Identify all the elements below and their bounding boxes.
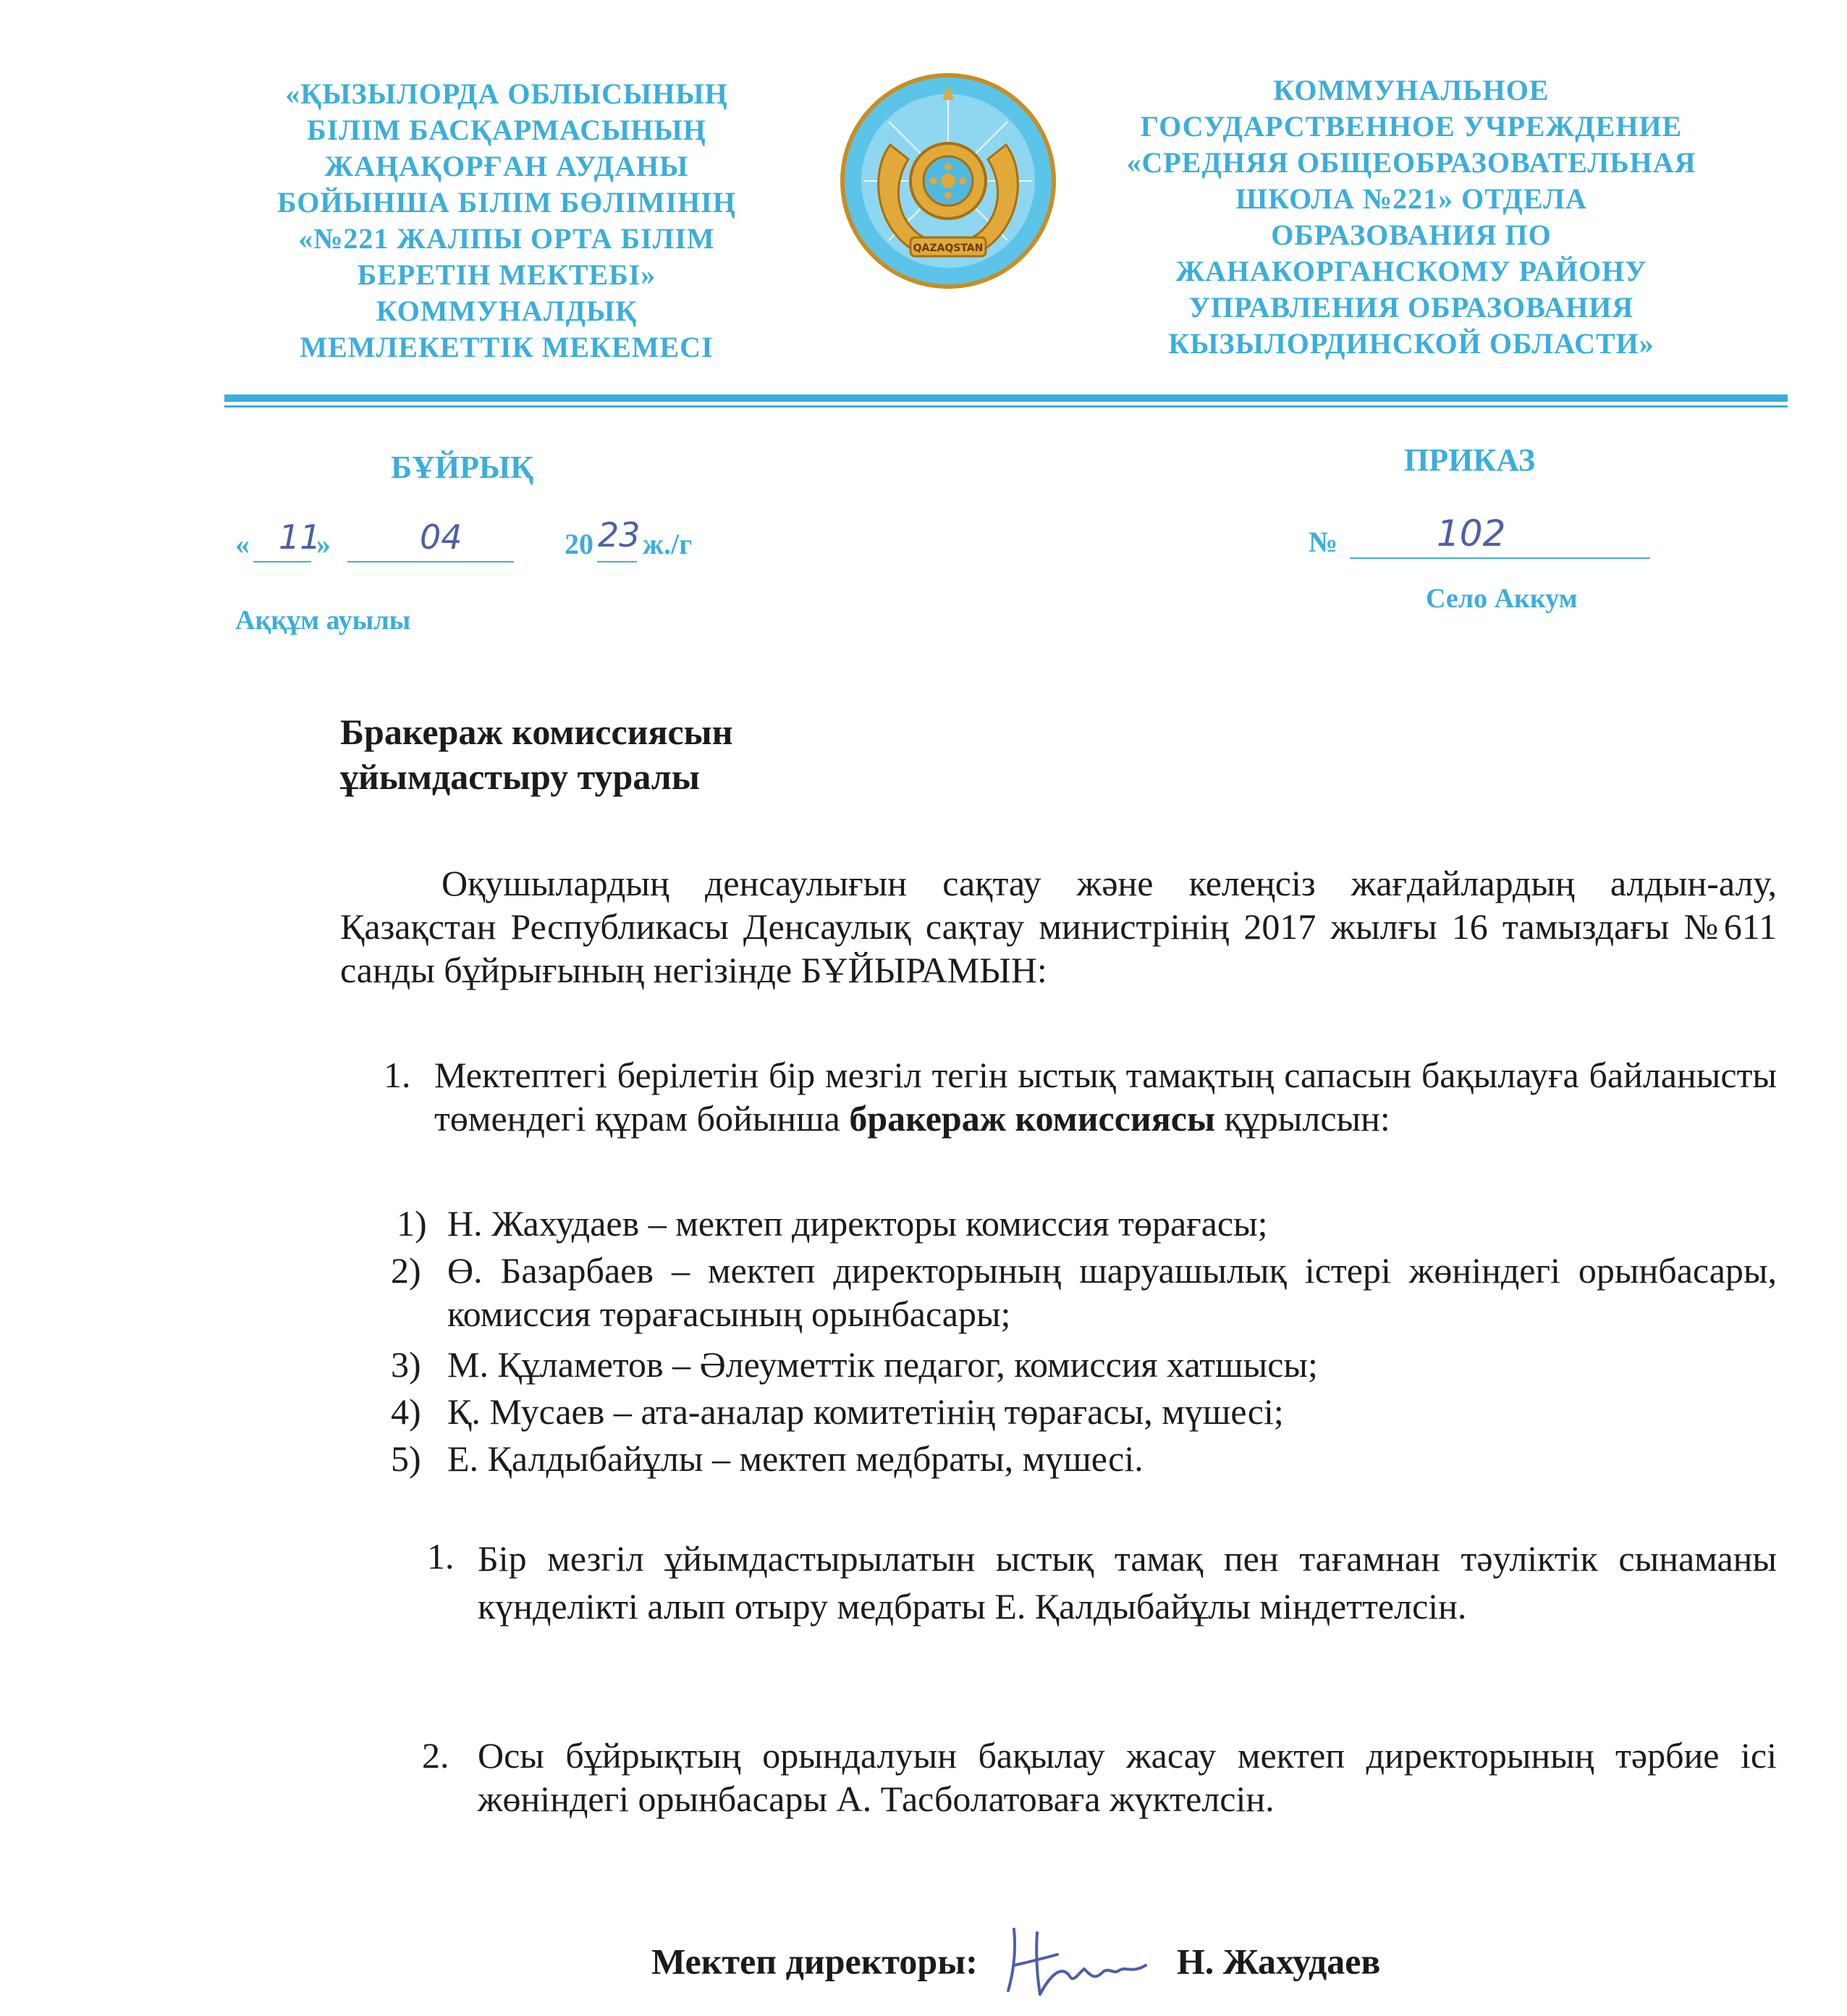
header-ru-line: КЫЗЫЛОРДИНСКОЙ ОБЛАСТИ» — [1168, 327, 1654, 360]
header-ru-line: УПРАВЛЕНИЯ ОБРАЗОВАНИЯ — [1188, 291, 1634, 324]
item1-number: 1. — [384, 1055, 411, 1095]
date-year-prefix: 20 — [565, 528, 593, 560]
signature-name: Н. Жахудаев — [1176, 1941, 1381, 1982]
date-year: 23 — [598, 515, 641, 554]
member-text: Ө. Базарбаев – мектеп директорының шаруашылық істері жөніндегі орынбасары, комиссия төрағасының орынбасары; — [447, 1250, 1777, 1334]
header-ru-block — [1093, 72, 1730, 362]
handwritten-signature-icon — [994, 1922, 1160, 2009]
place-kz: Аққұм ауылы — [235, 605, 411, 636]
document-title-line1: Бракераж комиссиясын — [340, 712, 733, 752]
header-kz-line: БЕРЕТІН МЕКТЕБІ» — [357, 258, 656, 291]
date-day: 11 — [279, 518, 321, 557]
place-ru: Село Аккум — [1426, 583, 1578, 614]
signature-row — [651, 1922, 1380, 2009]
emblem-caption: QAZAQSTAN — [913, 242, 984, 254]
item1-text-after: құрылсын: — [1215, 1098, 1390, 1139]
date-year-unit: ж./г — [643, 528, 693, 560]
date-quote-close: » — [316, 528, 331, 560]
header-ru-line: КОММУНАЛЬНОЕ — [1273, 74, 1550, 106]
state-emblem-icon — [840, 72, 1057, 290]
member-number: 4) — [391, 1391, 421, 1432]
item2-number: 1. — [427, 1536, 455, 1577]
order-label-kz: БҰЙРЫҚ — [391, 450, 534, 485]
member-text: Е. Қалдыбайұлы – мектеп медбраты, мүшесі. — [447, 1438, 1144, 1479]
order-number-label: № — [1309, 526, 1338, 558]
member-text: М. Құламетов – Әлеуметтік педагог, комиссия хатшысы; — [447, 1344, 1318, 1385]
header-ru-line: ОБРАЗОВАНИЯ ПО — [1271, 219, 1552, 251]
order-number-underline — [1350, 557, 1650, 559]
header-kz-line: МЕМЛЕКЕТТІК МЕКЕМЕСІ — [300, 331, 714, 363]
document-title-line2: ұйымдастыру туралы — [340, 756, 700, 797]
header-kz-line: БОЙЫНША БІЛІМ БӨЛІМІНІҢ — [277, 186, 736, 219]
header-ru-line: «СРЕДНЯЯ ОБЩЕОБРАЗОВАТЕЛЬНАЯ — [1126, 146, 1696, 179]
member-text: Қ. Мусаев – ата-аналар комитетінің төрағасы, мүшесі; — [447, 1391, 1284, 1432]
header-rule-thin — [224, 405, 1788, 408]
header-kz-line: «ҚЫЗЫЛОРДА ОБЛЫСЫНЫҢ — [285, 77, 728, 110]
member-text: Н. Жахудаев – мектеп директоры комиссия төрағасы; — [447, 1203, 1268, 1244]
date-year-underline — [597, 561, 637, 562]
member-number: 2) — [391, 1250, 421, 1291]
header-ru-line: ШКОЛА №221» ОТДЕЛА — [1235, 182, 1587, 215]
header-kz-line: ЖАҢАҚОРҒАН АУДАНЫ — [324, 150, 689, 182]
date-quote-open: « — [235, 528, 250, 560]
header-kz-line: КОММУНАЛДЫҚ — [376, 295, 638, 327]
item3-text: Осы бұйрықтың орындалуын бақылау жасау мектеп директорының тәрбие ісі жөніндегі орынбасары А. Тасболатоваға жүктелсін. — [478, 1735, 1777, 1819]
member-number: 1) — [397, 1203, 427, 1244]
order-label-ru: ПРИКАЗ — [1404, 442, 1536, 478]
item1-text-bold: бракераж комиссиясы — [849, 1098, 1216, 1139]
header-kz-line: «№221 ЖАЛПЫ ОРТА БІЛІМ — [298, 222, 715, 255]
item3-number: 2. — [422, 1735, 449, 1776]
member-number: 3) — [391, 1344, 421, 1385]
header-ru-line: ЖАНАКОРГАНСКОМУ РАЙОНУ — [1175, 255, 1647, 287]
date-day-underline — [253, 561, 311, 562]
date-month-underline — [347, 561, 514, 562]
order-number: 102 — [1437, 513, 1506, 554]
item1-text — [434, 1053, 1777, 1140]
header-kz-block — [224, 76, 789, 366]
document-title — [340, 709, 733, 799]
item1-text-before: Мектептегі берілетін бір мезгіл тегін ыстық тамақтың сапасын бақылауға байланысты төмендегі құрам бойынша — [434, 1055, 1777, 1139]
signature-label: Мектеп директоры: — [651, 1941, 978, 1982]
item2-text: Бір мезгіл ұйымдастырылатын ыстық тамақ пен тағамнан тәуліктік сынаманы күнделікті алып отыру медбраты Е. Қалдыбайұлы міндеттелсін. — [478, 1538, 1777, 1627]
header-ru-line: ГОСУДАРСТВЕННОЕ УЧРЕЖДЕНИЕ — [1140, 110, 1683, 143]
date-month: 04 — [420, 518, 462, 557]
header-rule-thick — [224, 395, 1788, 402]
intro-paragraph: Оқушылардың денсаулығын сақтау және келеңсіз жағдайлардың алдын-алу, Қазақстан Республикасы Денсаулық сақтау министрінің 2017 жылғы 16 тамыздағы №611 санды бұйрығының негізінде БҰЙЫРАМЫН: — [340, 863, 1777, 990]
member-number: 5) — [391, 1438, 421, 1479]
header-kz-line: БІЛІМ БАСҚАРМАСЫНЫҢ — [307, 114, 706, 146]
